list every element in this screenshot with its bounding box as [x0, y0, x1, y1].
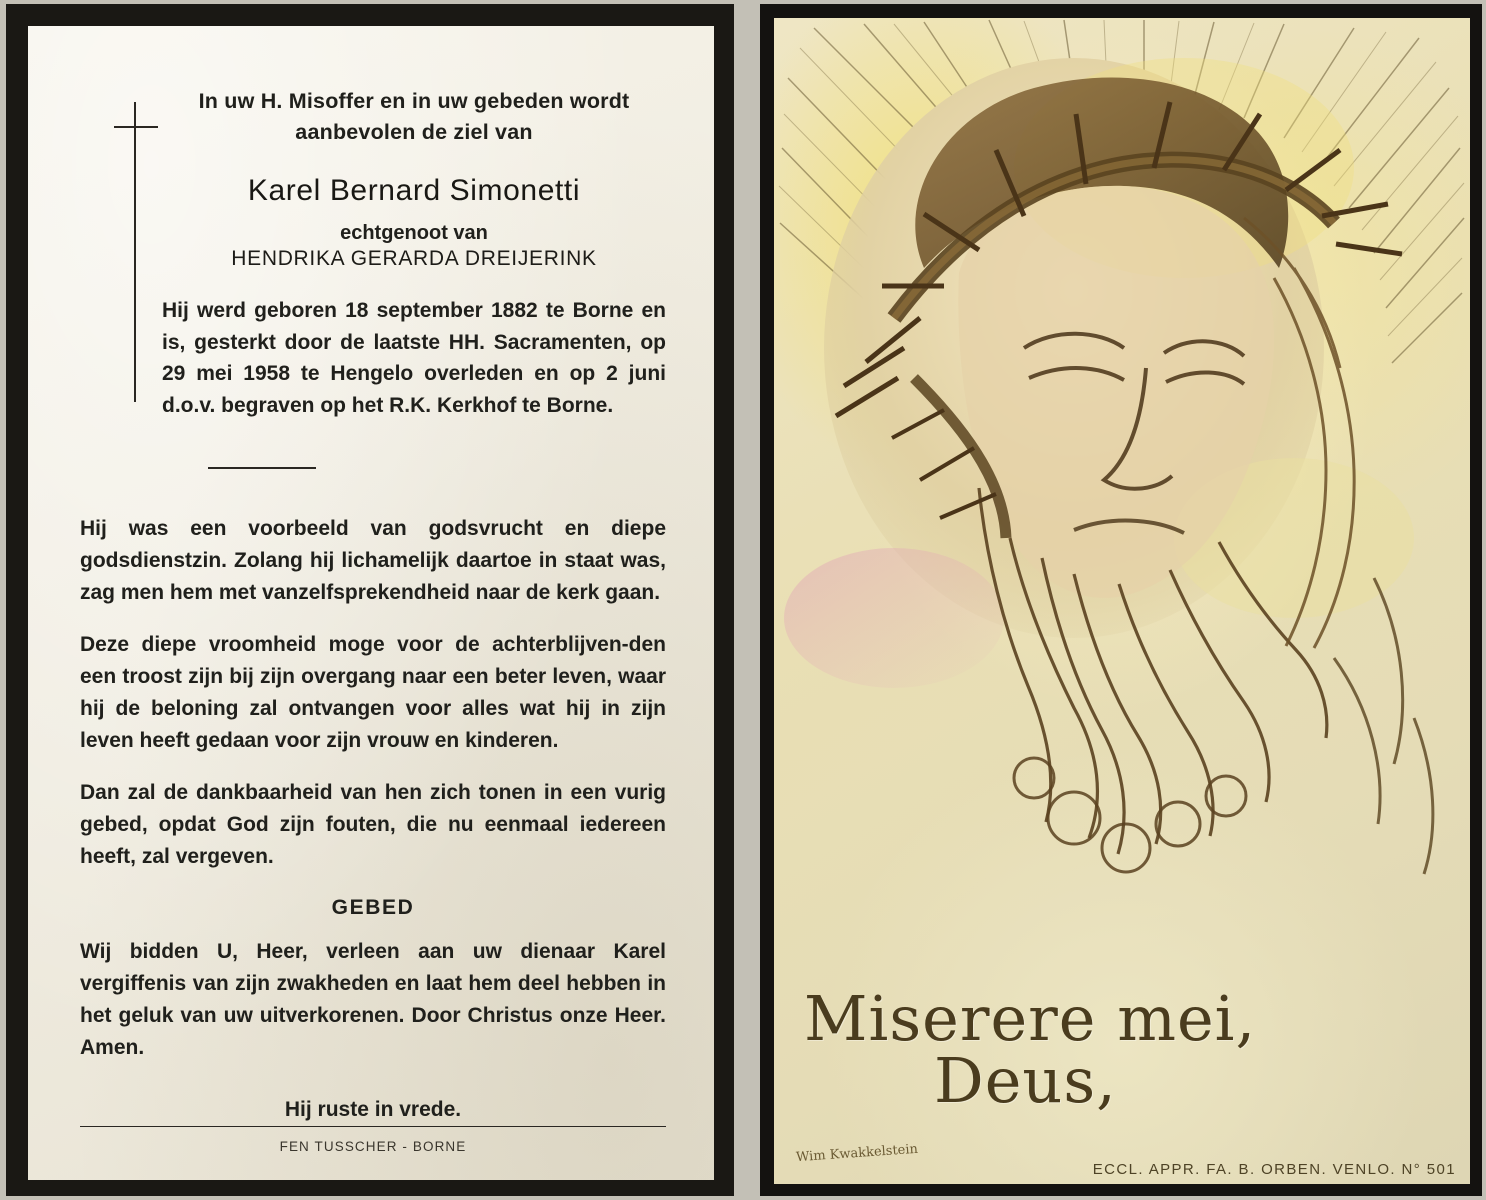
footer [80, 1126, 666, 1155]
ecclesiastical-imprint: ECCL. APPR. FA. B. ORBEN. VENLO. N° 501 [1092, 1161, 1456, 1178]
deceased-name: Karel Bernard Simonetti [247, 174, 581, 208]
caption-line-1: Miserere mei, [804, 982, 1257, 1056]
printer-imprint: FEN TUSSCHER - BORNE [279, 1139, 467, 1154]
caption-miserere [804, 982, 1452, 1117]
intro-text: In uw H. Misoffer en in uw gebeden wordt aanbevolen de ziel van [198, 89, 630, 145]
footer-divider [80, 1126, 666, 1128]
body-text [80, 513, 666, 872]
illustration-panel [774, 18, 1470, 1184]
prayer-body [80, 936, 666, 1064]
biography-text: Hij werd geboren 18 september 1882 te Borne en is, gesterkt door de laatste HH. Sacramenten, op 29 mei 1958 te Hengelo overleden en op 2 juni d.o.v. begraven op het R.K. Kerkhof te Borne. [162, 299, 666, 417]
text-side-paper [28, 26, 714, 1180]
body-paragraph-1: Hij was een voorbeeld van godsvrucht en diepe godsdienstzin. Zolang hij lichamelijk daartoe in staat was, zag men hem met vanzelfsprekendheid naar de kerk gaan. [80, 517, 666, 605]
artist-signature: Wim Kwakkelstein [795, 1141, 919, 1166]
closing-line: Hij ruste in vrede. [284, 1098, 462, 1122]
caption-line-2: Deus, [934, 1044, 1117, 1117]
body-paragraph-3: Dan zal de dankbaarheid van hen zich tonen in een vurig gebed, opdat God zijn fouten, die nu eenmaal iedereen heeft, zal vergeven. [80, 780, 666, 868]
header-block [80, 86, 666, 421]
spouse-label: echtgenoot van [340, 222, 488, 245]
spouse-name: HENDRIKA GERARDA DREIJERINK [231, 247, 597, 271]
memorial-card-text-side [6, 4, 734, 1196]
body-paragraph-2: Deze diepe vroomheid moge voor de achterblijven-den een troost zijn bij zijn overgang naar een beter leven, waar hij de beloning zal ontvangen voor alles wat hij in zijn leven heeft gedaan voor zijn vrouw en kinderen. [80, 633, 666, 752]
section-divider [208, 467, 316, 469]
prayer-text: Wij bidden U, Heer, verleen aan uw dienaar Karel vergiffenis van zijn zwakheden en laat hem deel hebben in het geluk van uw uitverkorenen. Door Christus onze Heer. Amen. [80, 940, 666, 1060]
vertical-rule-divider [134, 102, 136, 402]
cross-icon [114, 126, 158, 128]
prayer-heading: GEBED [331, 896, 415, 920]
memorial-card-image-side [760, 4, 1482, 1196]
